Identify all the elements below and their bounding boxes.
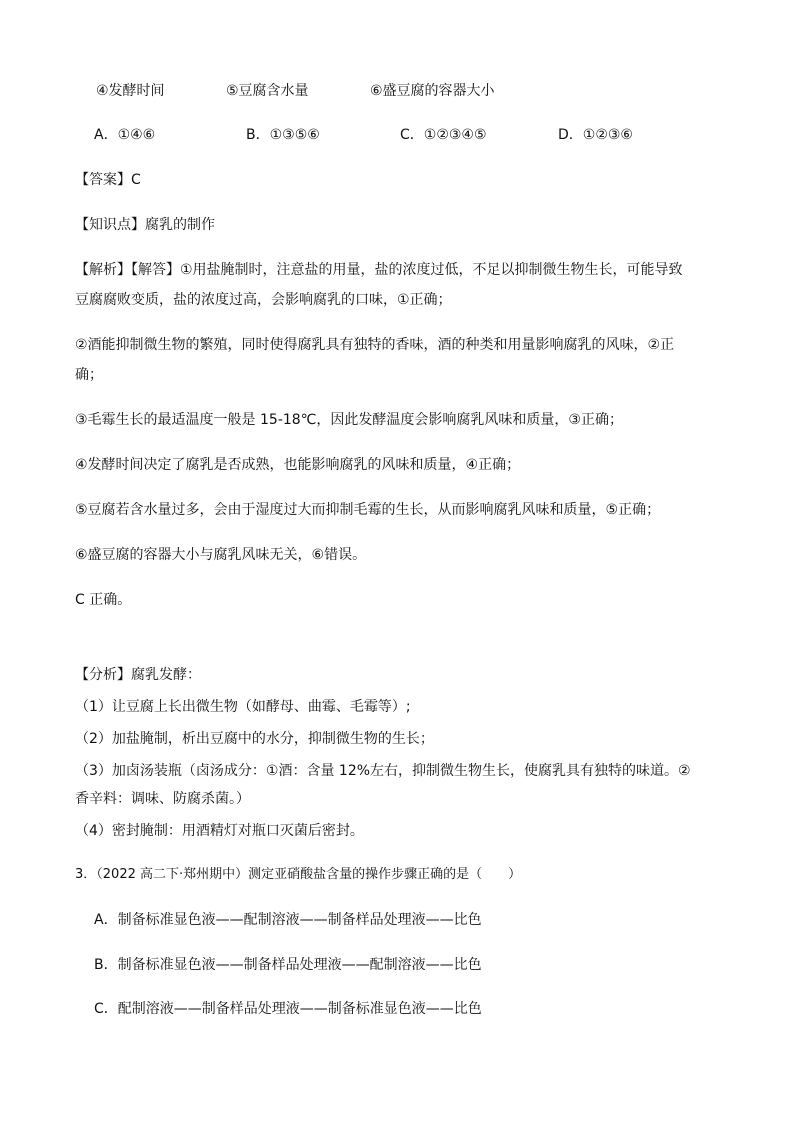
fenxi-line: （1）让豆腐上长出微生物（如酵母、曲霉、毛霉等）; [75, 699, 411, 715]
option-c: C．①②③④⑤ [400, 127, 487, 143]
question-3-title: 3．（2022 高二下·郑州期中）测定亚硝酸盐含量的操作步骤正确的是（ ） [75, 867, 522, 882]
q3-option-b: B．制备标准显色液——制备样品处理液——配制溶液——比色 [94, 957, 482, 973]
analysis-line: 豆腐腐败变质，盐的浓度过高，会影响腐乳的口味，①正确； [75, 292, 452, 308]
analysis-line: 【解析】【解答】①用盐腌制时，注意盐的用量，盐的浓度过低，不足以抑制微生物生长，可能导致 [75, 262, 683, 278]
option-b: B．①③⑤⑥ [246, 127, 320, 143]
analysis-line: ④发酵时间决定了腐乳是否成熟，也能影响腐乳的风味和质量，④正确； [75, 457, 521, 473]
fenxi-line: （4）密封腌制：用酒精灯对瓶口灭菌后密封。 [75, 823, 364, 839]
answer-options [94, 125, 714, 145]
analysis-line: ③毛霉生长的最适温度一般是 15-18℃，因此发酵温度会影响腐乳风味和质量，③正确； [75, 412, 623, 428]
analysis-conclusion: C 正确。 [75, 592, 132, 608]
factor-item-4: ④发酵时间 [96, 83, 165, 99]
analysis-line: 确； [75, 367, 103, 383]
factor-item-5: ⑤豆腐含水量 [226, 83, 309, 99]
analysis-line: ②酒能抑制微生物的繁殖，同时使得腐乳具有独特的香味，酒的种类和用量影响腐乳的风味，②正 [75, 337, 675, 353]
knowledge-point: 【知识点】腐乳的制作 [75, 217, 215, 233]
analysis-line: ⑥盛豆腐的容器大小与腐乳风味无关，⑥错误。 [75, 547, 367, 563]
answer-line: 【答案】C [75, 172, 141, 188]
fenxi-heading: 【分析】腐乳发酵： [75, 667, 201, 683]
fenxi-line: 香辛料：调味、防腐杀菌。） [75, 791, 250, 807]
option-a: A．①④⑥ [94, 127, 156, 143]
fenxi-line: （2）加盐腌制，析出豆腐中的水分，抑制微生物的生长； [75, 731, 434, 747]
analysis-line: ⑤豆腐若含水量过多，会由于湿度过大而抑制毛霉的生长，从而影响腐乳风味和质量，⑤正确； [75, 502, 661, 518]
factor-item-6: ⑥盛豆腐的容器大小 [370, 83, 495, 99]
q3-option-c: C．配制溶液——制备样品处理液——制备标准显色液——比色 [94, 1001, 482, 1017]
option-d: D．①②③⑥ [558, 127, 633, 143]
fenxi-line: （3）加卤汤装瓶（卤汤成分：①酒：含量 12%左右，抑制微生物生长，使腐乳具有独特的味道。② [75, 763, 691, 779]
q3-option-a: A．制备标准显色液——配制溶液——制备样品处理液——比色 [94, 912, 482, 928]
